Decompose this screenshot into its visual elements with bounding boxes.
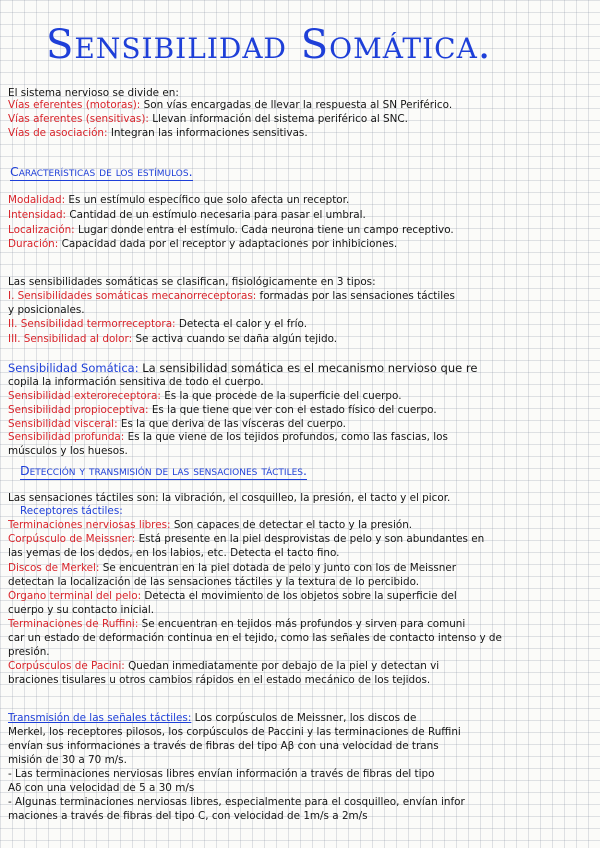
- term: II. Sensibilidad termorreceptora:: [8, 318, 176, 330]
- intro-item-association: [8, 127, 594, 139]
- receptor-organo-pelo-cont: cuerpo y su contacto inicial.: [8, 604, 155, 616]
- definition: Los corpúsculos de Meissner, los discos de: [191, 712, 417, 724]
- term: Corpúsculo de Meissner:: [8, 533, 136, 545]
- caracteristica-localizacion: [8, 224, 594, 236]
- definition: Detecta el calor y el frío.: [175, 318, 307, 330]
- receptor-pacini: [8, 660, 594, 672]
- sensibilidad-profunda-cont: músculos y los huesos.: [8, 445, 128, 457]
- sensibilidad-exteroreceptora: [8, 390, 594, 402]
- definition: Llevan información del sistema periférico al SNC.: [148, 113, 408, 125]
- definition: Está presente en la piel desprovistas de pelo y son abundantes en: [135, 533, 485, 545]
- intro-item-afferent: [8, 113, 594, 125]
- sensibilidad-definicion-cont: copila la información sensitiva de todo el cuerpo.: [8, 376, 264, 388]
- definition: formadas por las sensaciones táctiles: [256, 290, 455, 302]
- receptor-terminaciones-libres: [8, 519, 594, 531]
- receptor-ruffini-cont2: presión.: [8, 646, 50, 658]
- sensibilidad-visceral: [8, 418, 594, 430]
- sensibilidad-profunda: [8, 431, 594, 443]
- clasificacion-item-2: [8, 318, 594, 330]
- term: Discos de Merkel:: [8, 562, 100, 574]
- definition: Lugar donde entra el estímulo. Cada neurona tiene un campo receptivo.: [74, 224, 454, 236]
- receptor-meissner-cont: las yemas de los dedos, en los labios, etc. Detecta el tacto fino.: [8, 547, 340, 559]
- definition: Se encuentran en la piel dotada de pelo y junto con los de Meissner: [99, 562, 457, 574]
- definition: Detecta el movimiento de los objetos sobre la superficie del: [141, 590, 457, 602]
- term: I. Sensibilidades somáticas mecanorreceptoras:: [8, 290, 257, 302]
- page-title: Sensibilidad Somática.: [46, 22, 492, 68]
- term: Sensibilidad profunda:: [8, 431, 125, 443]
- term: Intensidad:: [8, 209, 67, 221]
- term: Sensibilidad propioceptiva:: [8, 404, 149, 416]
- transmision-lead: [8, 712, 594, 724]
- definition: Cantidad de un estímulo necesaria para pasar el umbral.: [66, 209, 366, 221]
- caracteristica-modalidad: [8, 194, 594, 206]
- transmision-line-4: - Las terminaciones nerviosas libres envían información a través de fibras del tipo: [8, 768, 435, 780]
- sensibilidad-definicion: [8, 361, 594, 375]
- clasificacion-lead: Las sensibilidades somáticas se clasifican, fisiológicamente en 3 tipos:: [8, 276, 376, 288]
- clasificacion-item-1: [8, 290, 594, 302]
- term: Sensibilidad Somática:: [8, 361, 139, 375]
- term: Sensibilidad visceral:: [8, 418, 118, 430]
- sensibilidad-propioceptiva: [8, 404, 594, 416]
- term: Vías aferentes (sensitivas):: [8, 113, 149, 125]
- definition: Se activa cuando se daña algún tejido.: [132, 333, 338, 345]
- transmision-line-7: maciones a través de fibras del tipo C, con velocidad de 1m/s a 2m/s: [8, 810, 368, 822]
- transmision-line-2: envían sus informaciones a través de fibras del tipo Aβ con una velocidad de trans: [8, 740, 439, 752]
- deteccion-lead: Las sensaciones táctiles son: la vibración, el cosquilleo, la presión, el tacto y el picor.: [8, 492, 451, 504]
- receptor-organo-pelo: [8, 590, 594, 602]
- section-heading-deteccion: Detección y transmisión de las sensaciones táctiles.: [20, 463, 307, 478]
- receptor-ruffini-cont: car un estado de deformación continua en el tejido, como las señales de contacto intenso y de: [8, 632, 502, 644]
- term: Modalidad:: [8, 194, 66, 206]
- term: Terminaciones nerviosas libres:: [8, 519, 171, 531]
- clasificacion-item-1-cont: y posicionales.: [8, 304, 85, 316]
- receptor-ruffini: [8, 618, 594, 630]
- term: Corpúsculos de Pacini:: [8, 660, 125, 672]
- term: Vías de asociación:: [8, 127, 108, 139]
- term: Sensibilidad exteroreceptora:: [8, 390, 161, 402]
- definition: Son capaces de detectar el tacto y la presión.: [170, 519, 413, 531]
- caracteristica-duracion: [8, 238, 594, 250]
- definition: Son vías encargadas de llevar la respuesta al SN Periférico.: [140, 99, 453, 111]
- term: Duración:: [8, 238, 59, 250]
- section-heading-caracteristicas: Características de los estímulos.: [10, 164, 193, 179]
- definition: La sensibilidad somática es el mecanismo nervioso que re: [138, 361, 478, 375]
- clasificacion-item-3: [8, 333, 594, 345]
- receptores-subheading: Receptores táctiles:: [20, 505, 123, 517]
- definition: Es la que tiene que ver con el estado físico del cuerpo.: [148, 404, 437, 416]
- definition: Es la que viene de los tejidos profundos, como las fascias, los: [124, 431, 448, 443]
- receptor-pacini-cont: braciones tisulares u otros cambios rápidos en el estado mecánico de los tejidos.: [8, 674, 431, 686]
- term: Vías eferentes (motoras):: [8, 99, 141, 111]
- caracteristica-intensidad: [8, 209, 594, 221]
- receptor-merkel-cont: detectan la localización de las sensaciones táctiles y la textura de lo percibido.: [8, 576, 420, 588]
- transmision-line-3: misión de 30 a 70 m/s.: [8, 754, 127, 766]
- receptor-merkel: [8, 562, 594, 574]
- transmision-line-5: Aδ con una velocidad de 5 a 30 m/s: [8, 782, 195, 794]
- transmision-line-6: - Algunas terminaciones nerviosas libres, especialmente para el cosquilleo, envían infor: [8, 796, 465, 808]
- definition: Es un estímulo específico que solo afecta un receptor.: [65, 194, 350, 206]
- term: III. Sensibilidad al dolor:: [8, 333, 133, 345]
- definition: Capacidad dada por el receptor y adaptaciones por inhibiciones.: [58, 238, 398, 250]
- definition: Es la que procede de la superficie del cuerpo.: [160, 390, 402, 402]
- definition: Quedan inmediatamente por debajo de la piel y detectan vi: [124, 660, 440, 672]
- term: Transmisión de las señales táctiles:: [8, 712, 192, 724]
- receptor-meissner: [8, 533, 594, 545]
- intro-item-efferent: [8, 99, 594, 111]
- definition: Es la que deriva de las vísceras del cuerpo.: [117, 418, 346, 430]
- term: Terminaciones de Ruffini:: [8, 618, 139, 630]
- definition: Se encuentran en tejidos más profundos y sirven para comuni: [138, 618, 466, 630]
- transmision-line-1: Merkel, los receptores pilosos, los corpúsculos de Paccini y las terminaciones de Ruffini: [8, 726, 461, 738]
- term: Localización:: [8, 224, 75, 236]
- term: Órgano terminal del pelo:: [8, 590, 142, 602]
- intro-lead: El sistema nervioso se divide en:: [8, 87, 179, 99]
- definition: Integran las informaciones sensitivas.: [107, 127, 308, 139]
